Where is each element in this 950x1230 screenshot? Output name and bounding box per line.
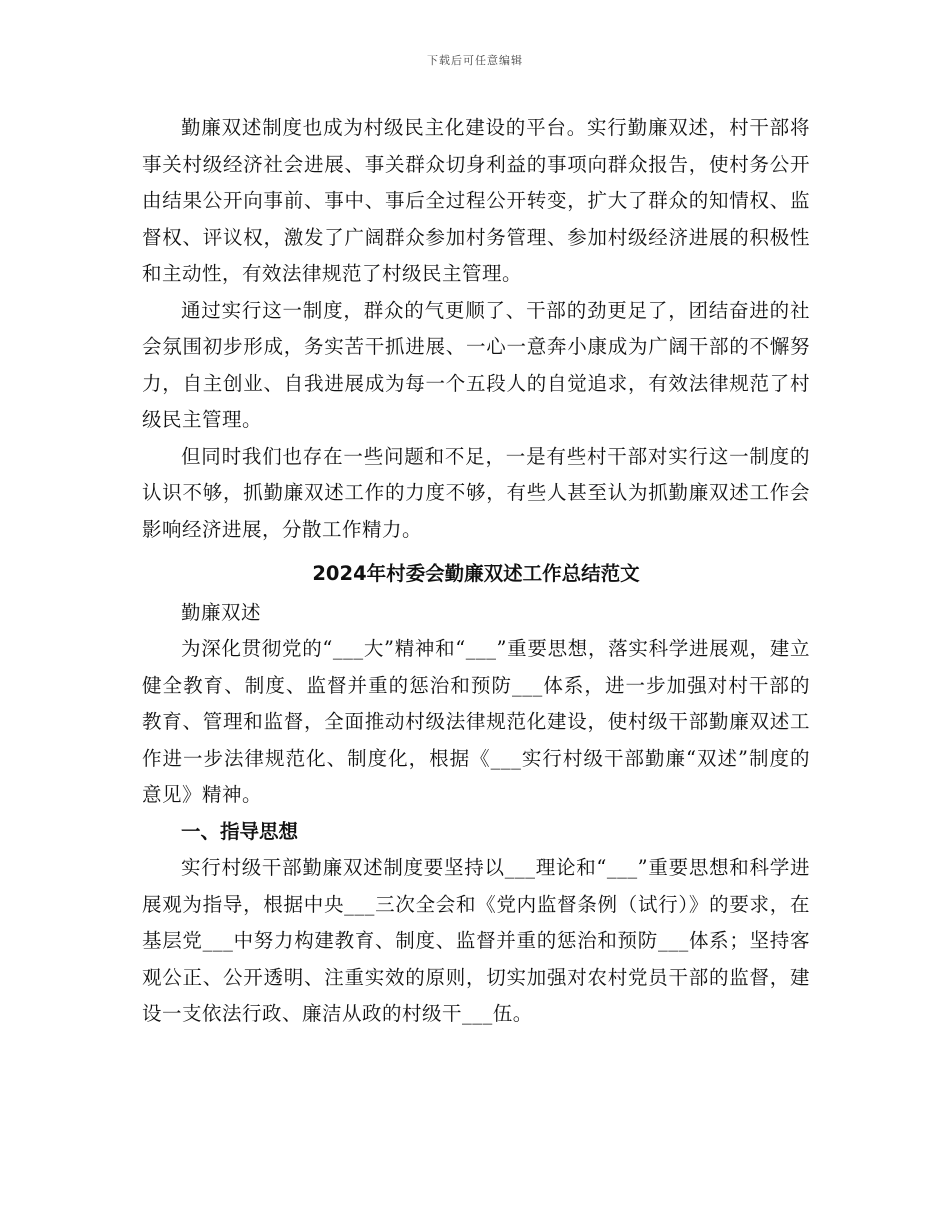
paragraph-results: 通过实行这一制度，群众的气更顺了、干部的劲更足了，团结奋进的社会氛围初步形成，务实苦干抓进展、一心一意奔小康成为广阔干部的不懈努力，自主创业、自我进展成为每一个五段人的自觉追求，有效法律规范了村级民主管理。 (142, 298, 810, 431)
paragraph-subtitle: 勤廉双述 (181, 600, 262, 624)
paragraph-problems: 但同时我们也存在一些问题和不足，一是有些村干部对实行这一制度的认识不够，抓勤廉双述工作的力度不够，有些人甚至认为抓勤廉双述工作会影响经济进展，分散工作精力。 (142, 444, 810, 541)
document-body (142, 110, 810, 1033)
paragraph-intro: 为深化贯彻党的“___大”精神和“___”重要思想，落实科学进展观，建立健全教育、制度、监督并重的惩治和预防___体系，进一步加强对村干部的教育、管理和监督，全面推动村级法律规范化建设，使村级干部勤廉双述工作进一步法律规范化、制度化，根据《___实行村级干部勤廉“双述”制度的意见》精神。 (142, 637, 810, 806)
document-title: 2024年村委会勤廉双述工作总结范文 (312, 562, 640, 585)
page-header: 下载后可任意编辑 (427, 54, 523, 67)
paragraph-platform: 勤廉双述制度也成为村级民主化建设的平台。实行勤廉双述，村干部将事关村级经济社会进展、事关群众切身利益的事项向群众报告，使村务公开由结果公开向事前、事中、事后全过程公开转变，扩大了群众的知情权、监督权、评议权，激发了广阔群众参加村务管理、参加村级经济进展的积极性和主动性，有效法律规范了村级民主管理。 (142, 116, 810, 285)
paragraph-guiding-thought: 实行村级干部勤廉双述制度要坚持以___理论和“___”重要思想和科学进展观为指导，根据中央___三次全会和《党内监督条例（试行）》的要求，在基层党___中努力构建教育、制度、监督并重的惩治和预防___体系；坚持客观公正、公开透明、注重实效的原则，切实加强对农村党员干部的监督，建设一支依法行政、廉洁从政的村级干___伍。 (142, 856, 810, 1025)
section-heading-guiding-thought: 一、指导思想 (181, 819, 299, 843)
